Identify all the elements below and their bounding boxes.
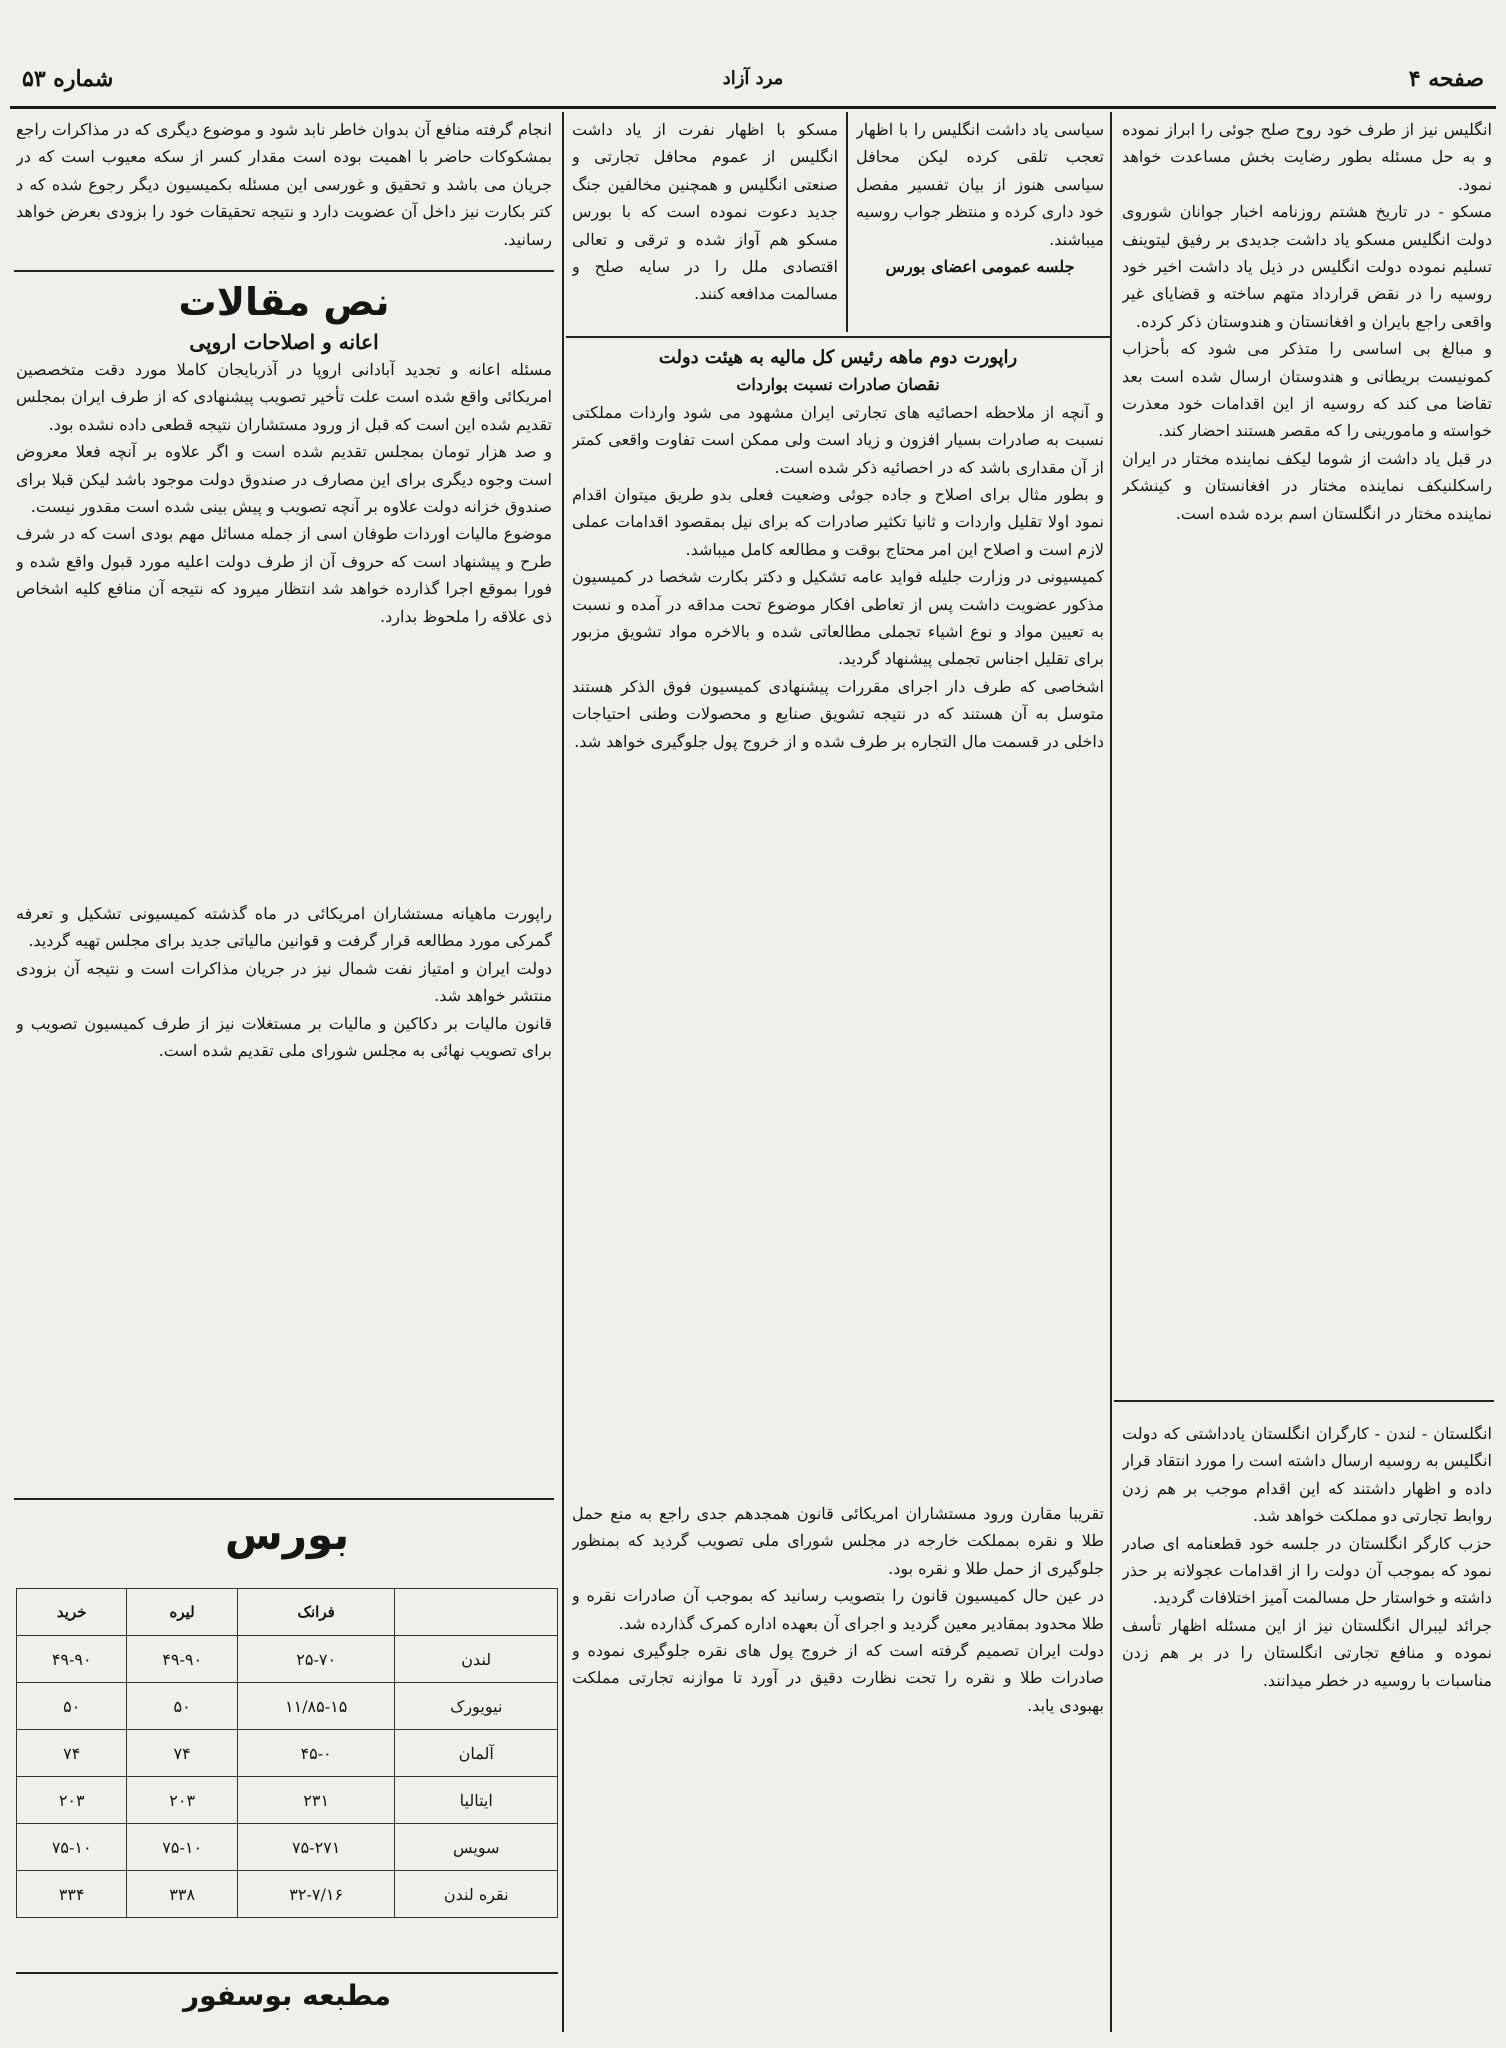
table-row [17,1871,558,1918]
table-header: خرید [17,1589,127,1636]
table-header-row [17,1589,558,1636]
paragraph: و مبالغ بی اساسی را متذکر می شود که بأحزاب کمونیست بریطانی و هندوستان ارسال شده است بعد تقاضا می کند که روسیه از این اقدامات خود معذرت خواسته و مامورینی را که مقصر هستند احضار کند. [1122,339,1492,441]
bourse-table [16,1588,558,1918]
table-cell: ۳۳۸ [127,1871,237,1918]
paragraph: مسئله اعانه و تجدید آبادانی اروپا در آذربایجان کاملا مورد دقت متخصصین امریکائی واقع شده است علت تأخیر تصویب پیشنهادی که از طرف ایران بمجلس تقدیم شده این است که قبل از ورود مستشاران نتیجه قطعی داده نشده بود. [16,360,552,434]
table-cell: ۱۱/۸۵-۱۵ [237,1683,395,1730]
paragraph: در قبل یاد داشت از شوما لیکف نماینده مختار در ایران راسکلنیکف نماینده مختار در افغانستان و کینشکر نماینده مختار در انگلستان اسم برده شده است. [1122,448,1492,523]
table-cell: ۴۹-۹۰ [17,1636,127,1683]
table-row [17,1683,558,1730]
paragraph: اشخاصی که طرف دار اجرای مقررات پیشنهادی کمیسیون فوق الذکر هستند متوسل به آن هستند که در نتیجه تشویق صنایع و محصولات وطنی احتیاجات داخلی در قسمت مال التجاره بر طرف شده و از خروج پول جلوگیری خواهد شد. [572,676,1104,751]
paragraph: و بطور مثال برای اصلاح و جاده جوئی وضعیت فعلی بدو طریق میتوان اقدام نمود اولا تقلیل واردات و ثانیا تکثیر صادرات که برای نیل بمقصود اقدامات عملی لازم است و اصلاح این امر محتاج بوقت و مطالعه کامل میباشد. [572,485,1104,559]
section-rule [14,1498,554,1500]
column-rule [1110,112,1112,2032]
paragraph: مسکو با اظهار نفرت از یاد داشت انگلیس از عموم محافل تجارتی و صنعتی انگلیس و همچنین مخالفین جنگ جدید دعوت نموده است که با بورس مسکو هم آواز شده و ترقی و تعالی اقتصادی ملل را در سایه صلح و مسالمت مدافعه کنند. [572,120,838,304]
column-left-mid [16,276,552,896]
table-cell: ۴۹-۹۰ [127,1636,237,1683]
paragraph: انجام گرفته منافع آن بدوان خاطر نابد شود و موضوع دیگری که در مذاکرات راجع بمشکوکات حاضر با اهمیت بوده است مقدار کسر از سکه معیوب است که در جریان می باشد و تحقیق و غورسی این مسئله بکمیسیون دیگر رجوع شده که د کتر بکارت نیز داخل آن عضویت دارد و نتیجه تحقیقات خود را بزودی بعرض خواهد رسانید. [16,120,552,249]
paragraph: سیاسی یاد داشت انگلیس را با اظهار تعجب تلقی کرده لیکن محافل سیاسی هنوز از بیان تفسیر مفصل خود داری کرده و منتظر جواب روسیه میباشند. [856,120,1104,249]
table-row [17,1636,558,1683]
imprint-text: مطبعه بوسفور [182,1979,391,2012]
table-row [17,1730,558,1777]
paragraph: حزب کارگر انگلستان در جلسه خود قطعنامه ای صادر نمود که بموجب آن دولت را از اقدامات عجولانه بر حذر داشته و خواستار حل مسالمت آمیز اختلافات گردید. [1122,1533,1492,1608]
table-cell: سویس [395,1824,558,1871]
table-cell: ۲۰۳ [17,1777,127,1824]
table-cell: ۲۵-۷۰ [237,1636,395,1683]
column-left-top [16,116,552,266]
table-header: لیره [127,1589,237,1636]
paragraph: انگلستان - لندن - کارگران انگلستان یادداشتی که دولت انگلیس به روسیه ارسال داشته است را مورد انتقاد قرار داده و اظهار داشتند که این اقدام موجب بر هم زدن روابط تجارتی دو مملکت خواهد شد. [1122,1424,1492,1526]
paper-name: مرد آزاد [722,68,784,89]
table-cell: نقره لندن [395,1871,558,1918]
table-cell: ۷۵-۱۰ [127,1824,237,1871]
table-cell: نیویورک [395,1683,558,1730]
printer-imprint [16,1972,558,2018]
paragraph: دولت ایران تصمیم گرفته است که از خروج پول های نقره جلوگیری نموده و صادرات طلا و نقره را تحت نظارت دقیق در آورد تا موازنه تجارتی مملکت بهبودی یابد. [572,1641,1104,1715]
table-cell: ۲۳۱ [237,1777,395,1824]
table-cell: ۳۲-۷/۱۶ [237,1871,395,1918]
section-rule [14,270,554,272]
page-number: صفحه ۴ [1408,66,1484,92]
table-row [17,1777,558,1824]
table-header: فرانک [237,1589,395,1636]
paragraph: جرائد لیبرال انگلستان نیز از این مسئله اظهار تأسف نموده و منافع تجارتی انگلستان را در بر هم زدن مناسبات با روسیه در خطر میدانند. [1122,1615,1492,1690]
table-cell: ۷۴ [127,1730,237,1777]
table-cell: ۷۴ [17,1730,127,1777]
paragraph: انگلیس نیز از طرف خود روح صلح جوئی را ابراز نموده و به حل مسئله بطور رضایت بخش مساعدت خواهد نمود. [1122,120,1492,194]
paragraph: دولت ایران و امتیاز نفت شمال نیز در جریان مذاکرات است و نتیجه آن بزودی منتشر خواهد شد. [16,958,552,1006]
table-cell: ۷۵-۱۰ [17,1824,127,1871]
table-cell: ۳۳۴ [17,1871,127,1918]
column-right [1122,116,1492,1388]
table-cell: ۲۰۳ [127,1777,237,1824]
column-right-bottom [1122,1420,1492,2020]
section-subheading: اعانه و اصلاحات اروپی [189,330,379,354]
bourse-title: بورس [224,1510,350,1559]
section-heading: نص مقالات [178,280,390,324]
column-left-lower [16,900,552,1490]
masthead [8,64,1498,104]
paragraph: راپورت ماهیانه مستشاران امریکائی در ماه گذشته کمیسیونی تشکیل و تعرفه گمرکی مورد مطالعه قرار گرفت و قوانین مالیاتی جدید برای مجلس تهیه گردید. [16,904,552,951]
article-headline: راپورت دوم ماهه رئیس کل مالیه به هیئت دولت [658,347,1018,368]
table-cell: لندن [395,1636,558,1683]
issue-number: شماره ۵۳ [22,66,114,92]
paragraph: و صد هزار تومان بمجلس تقدیم شده است و اگر علاوه بر آنچه فعلا معروض است وجوه دیگری برای این مصارف در صندوق دولت موجود باشد لیکن قبلا برای صندوق خزانه دولت علاوه بر آنچه تصویب و پیش بینی شده است مقدور نیست. [16,442,552,517]
table-cell: ایتالیا [395,1777,558,1824]
paragraph: قانون مالیات بر دکاکین و مالیات بر مستغلات نیز از طرف کمیسیون تصویب و برای تصویب نهائی به مجلس شورای ملی تقدیم شده است. [16,1013,552,1061]
section-rule [1114,1400,1494,1402]
column-rule [846,112,848,332]
column-mid-right [856,116,1104,326]
bourse-box [16,1510,558,1940]
section-rule [566,336,1110,338]
paragraph: موضوع مالیات اوردات طوفان اسی از جمله مسائل مهم بودی است که در شرف طرح و پیشنهاد است که حروف آن از طرف دولت اعلیه مورد قبول واقع شده و فورا بموقع اجرا گذارده خواهد شد انتظار میرود که نتیجه آن منافع کلیه اشخاص ذی علاقه را ملحوظ بدارد. [16,524,552,626]
paragraph: مسکو - در تاریخ هشتم روزنامه اخبار جوانان شوروی دولت انگلیس مسکو یاد داشت جدیدی بر رفیق لیتوینف تسلیم نموده دولت انگلیس در ذیل یاد داشت اخیر خود روسیه را در نقض قرارداد متهم ساخته و قضایای غیر واقعی راجع بایران و افغانستان و هندوستان ذکر کرده. [1122,202,1492,331]
table-cell: ۷۵-۲۷۱ [237,1824,395,1871]
table-cell: ۵۰ [127,1683,237,1730]
paragraph: تقریبا مقارن ورود مستشاران امریکائی قانون همجدهم جدی راجع به منع حمل طلا و نقره بمملکت خارجه در مجلس شورای ملی تصویب گردید که بمنظور جلوگیری از حمل طلا و نقره بود. [572,1504,1104,1578]
masthead-rule [10,106,1496,109]
column-rule [562,112,564,2032]
table-cell: ۴۵-۰ [237,1730,395,1777]
table-cell: ۵۰ [17,1683,127,1730]
paragraph: در عین حال کمیسیون قانون را بتصویب رسانید که بموجب آن صادرات نقره و طلا محدود بمقادیر معین گردید و اجرای آن بعهده اداره کمرک گذارده شد. [572,1586,1104,1633]
column-center-bottom [572,1500,1104,2020]
column-center-article [572,344,1104,1480]
article-subheading: نقصان صادرات نسبت بواردات [736,375,940,395]
table-row [17,1824,558,1871]
paragraph: جلسه عمومی اعضای بورس [885,257,1075,277]
paragraph: کمیسیونی در وزارت جلیله فواید عامه تشکیل و دکتر بکارت شخصا در کمیسیون مذکور عضویت داشت پس از تعاطی افکار موضوع تحت مداقه در آمده و نسبت به تعیین مواد و نوع اشیاء تجملی مطالعاتی شده و بالاخره مواد تشویق مزبور برای تقلیل اجناس تجملی پیشنهاد گردید. [572,567,1104,669]
paragraph: و آنچه از ملاحظه احصائیه های تجارتی ایران مشهود می شود واردات مملکتی نسبت به صادرات بسیار افزون و زیاد است ولی ممکن است تفاوت واقعی کمتر از آن مقداری باشد که در احصائیه ذکر شده است. [572,402,1104,477]
column-mid-left [572,116,838,326]
table-cell: آلمان [395,1730,558,1777]
table-header [395,1589,558,1636]
